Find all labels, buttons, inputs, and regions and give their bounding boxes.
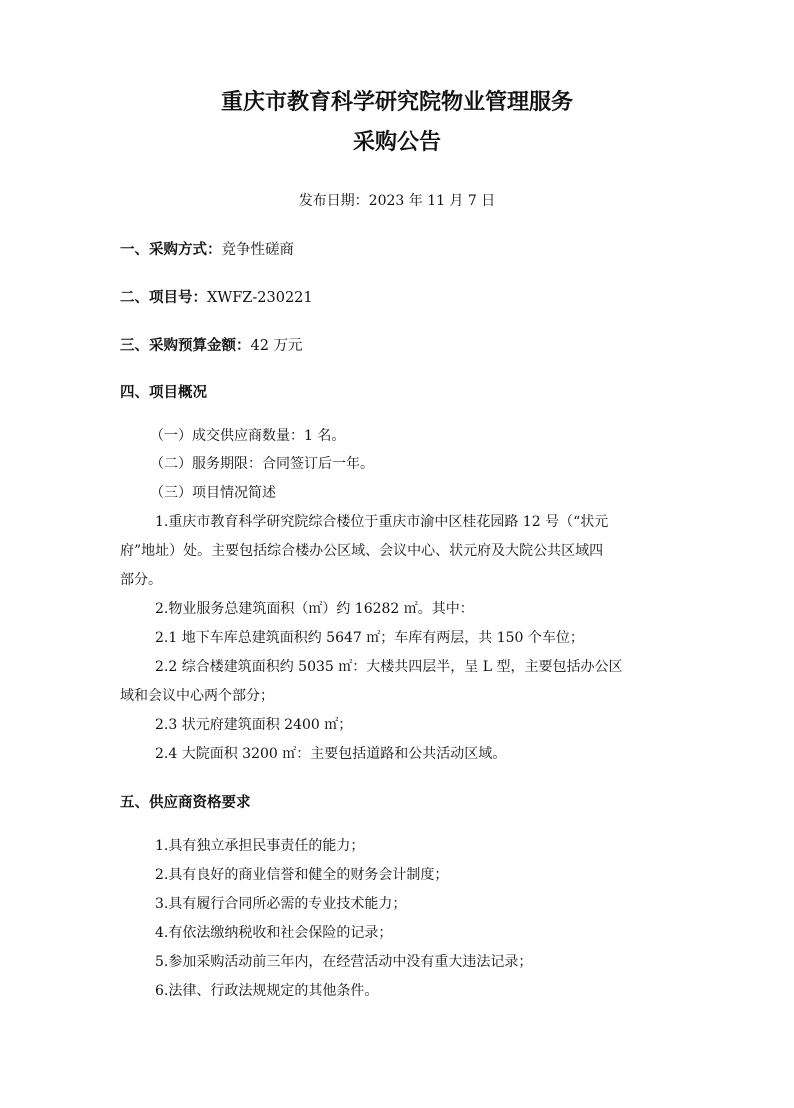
section-project-number [120,287,313,309]
publish-date: 发布日期：2023 年 11 月 7 日 [298,193,496,209]
requirement-item: 1.具有独立承担民事责任的能力； [155,838,365,854]
requirement-item: 3.具有履行合同所必需的专业技术能力； [155,896,407,912]
paragraph-line: 2.4 大院面积 3200 ㎡：主要包括道路和公共活动区域。 [155,746,507,762]
section-project-overview [120,382,207,404]
paragraph-line: 2.3 状元府建筑面积 2400 ㎡； [155,717,353,733]
paragraph-line: 1.重庆市教育科学研究院综合楼位于重庆市渝中区桂花园路 12 号（“状元 [155,514,609,530]
section-value: 42 万元 [250,338,303,354]
section-value: 竞争性磋商 [221,242,294,258]
paragraph-line: 2.2 综合楼建筑面积约 5035 ㎡：大楼共四层半，呈 L 型，主要包括办公区 [155,659,623,675]
document-title-line2: 采购公告 [352,130,441,155]
section-label: 二、项目号： [120,290,207,306]
document-title-line1: 重庆市教育科学研究院物业管理服务 [220,90,573,115]
section-procurement-method [120,239,294,261]
paragraph-line: （三）项目情况简述 [150,485,276,501]
paragraph-line: 2.1 地下车库总建筑面积约 5647 ㎡；车库有两层，共 150 个车位； [155,630,584,646]
section-budget [120,335,303,357]
section-value: XWFZ-230221 [207,290,313,306]
requirement-item: 6.法律、行政法规规定的其他条件。 [155,983,379,999]
requirement-item: 4.有依法缴纳税收和社会保险的记录； [155,925,393,941]
section-label: 三、采购预算金额： [120,338,251,354]
paragraph-line: 域和会议中心两个部分； [120,688,274,704]
paragraph-line: 府”地址）处。主要包括综合楼办公区域、会议中心、状元府及大院公共区域四 [120,543,604,559]
section-label: 五、供应商资格要求 [120,795,251,811]
requirement-item: 2.具有良好的商业信誉和健全的财务会计制度； [155,867,449,883]
section-supplier-qualifications [120,792,251,814]
section-label: 一、采购方式： [120,242,222,258]
paragraph-line: （二）服务期限：合同签订后一年。 [150,456,374,472]
requirement-item: 5.参加采购活动前三年内，在经营活动中没有重大违法记录； [155,954,533,970]
paragraph-line: 部分。 [120,572,162,588]
paragraph-line: 2.物业服务总建筑面积（㎡）约 16282 ㎡。其中： [155,601,474,617]
section-label: 四、项目概况 [120,385,207,401]
paragraph-line: （一）成交供应商数量：1 名。 [150,428,346,444]
